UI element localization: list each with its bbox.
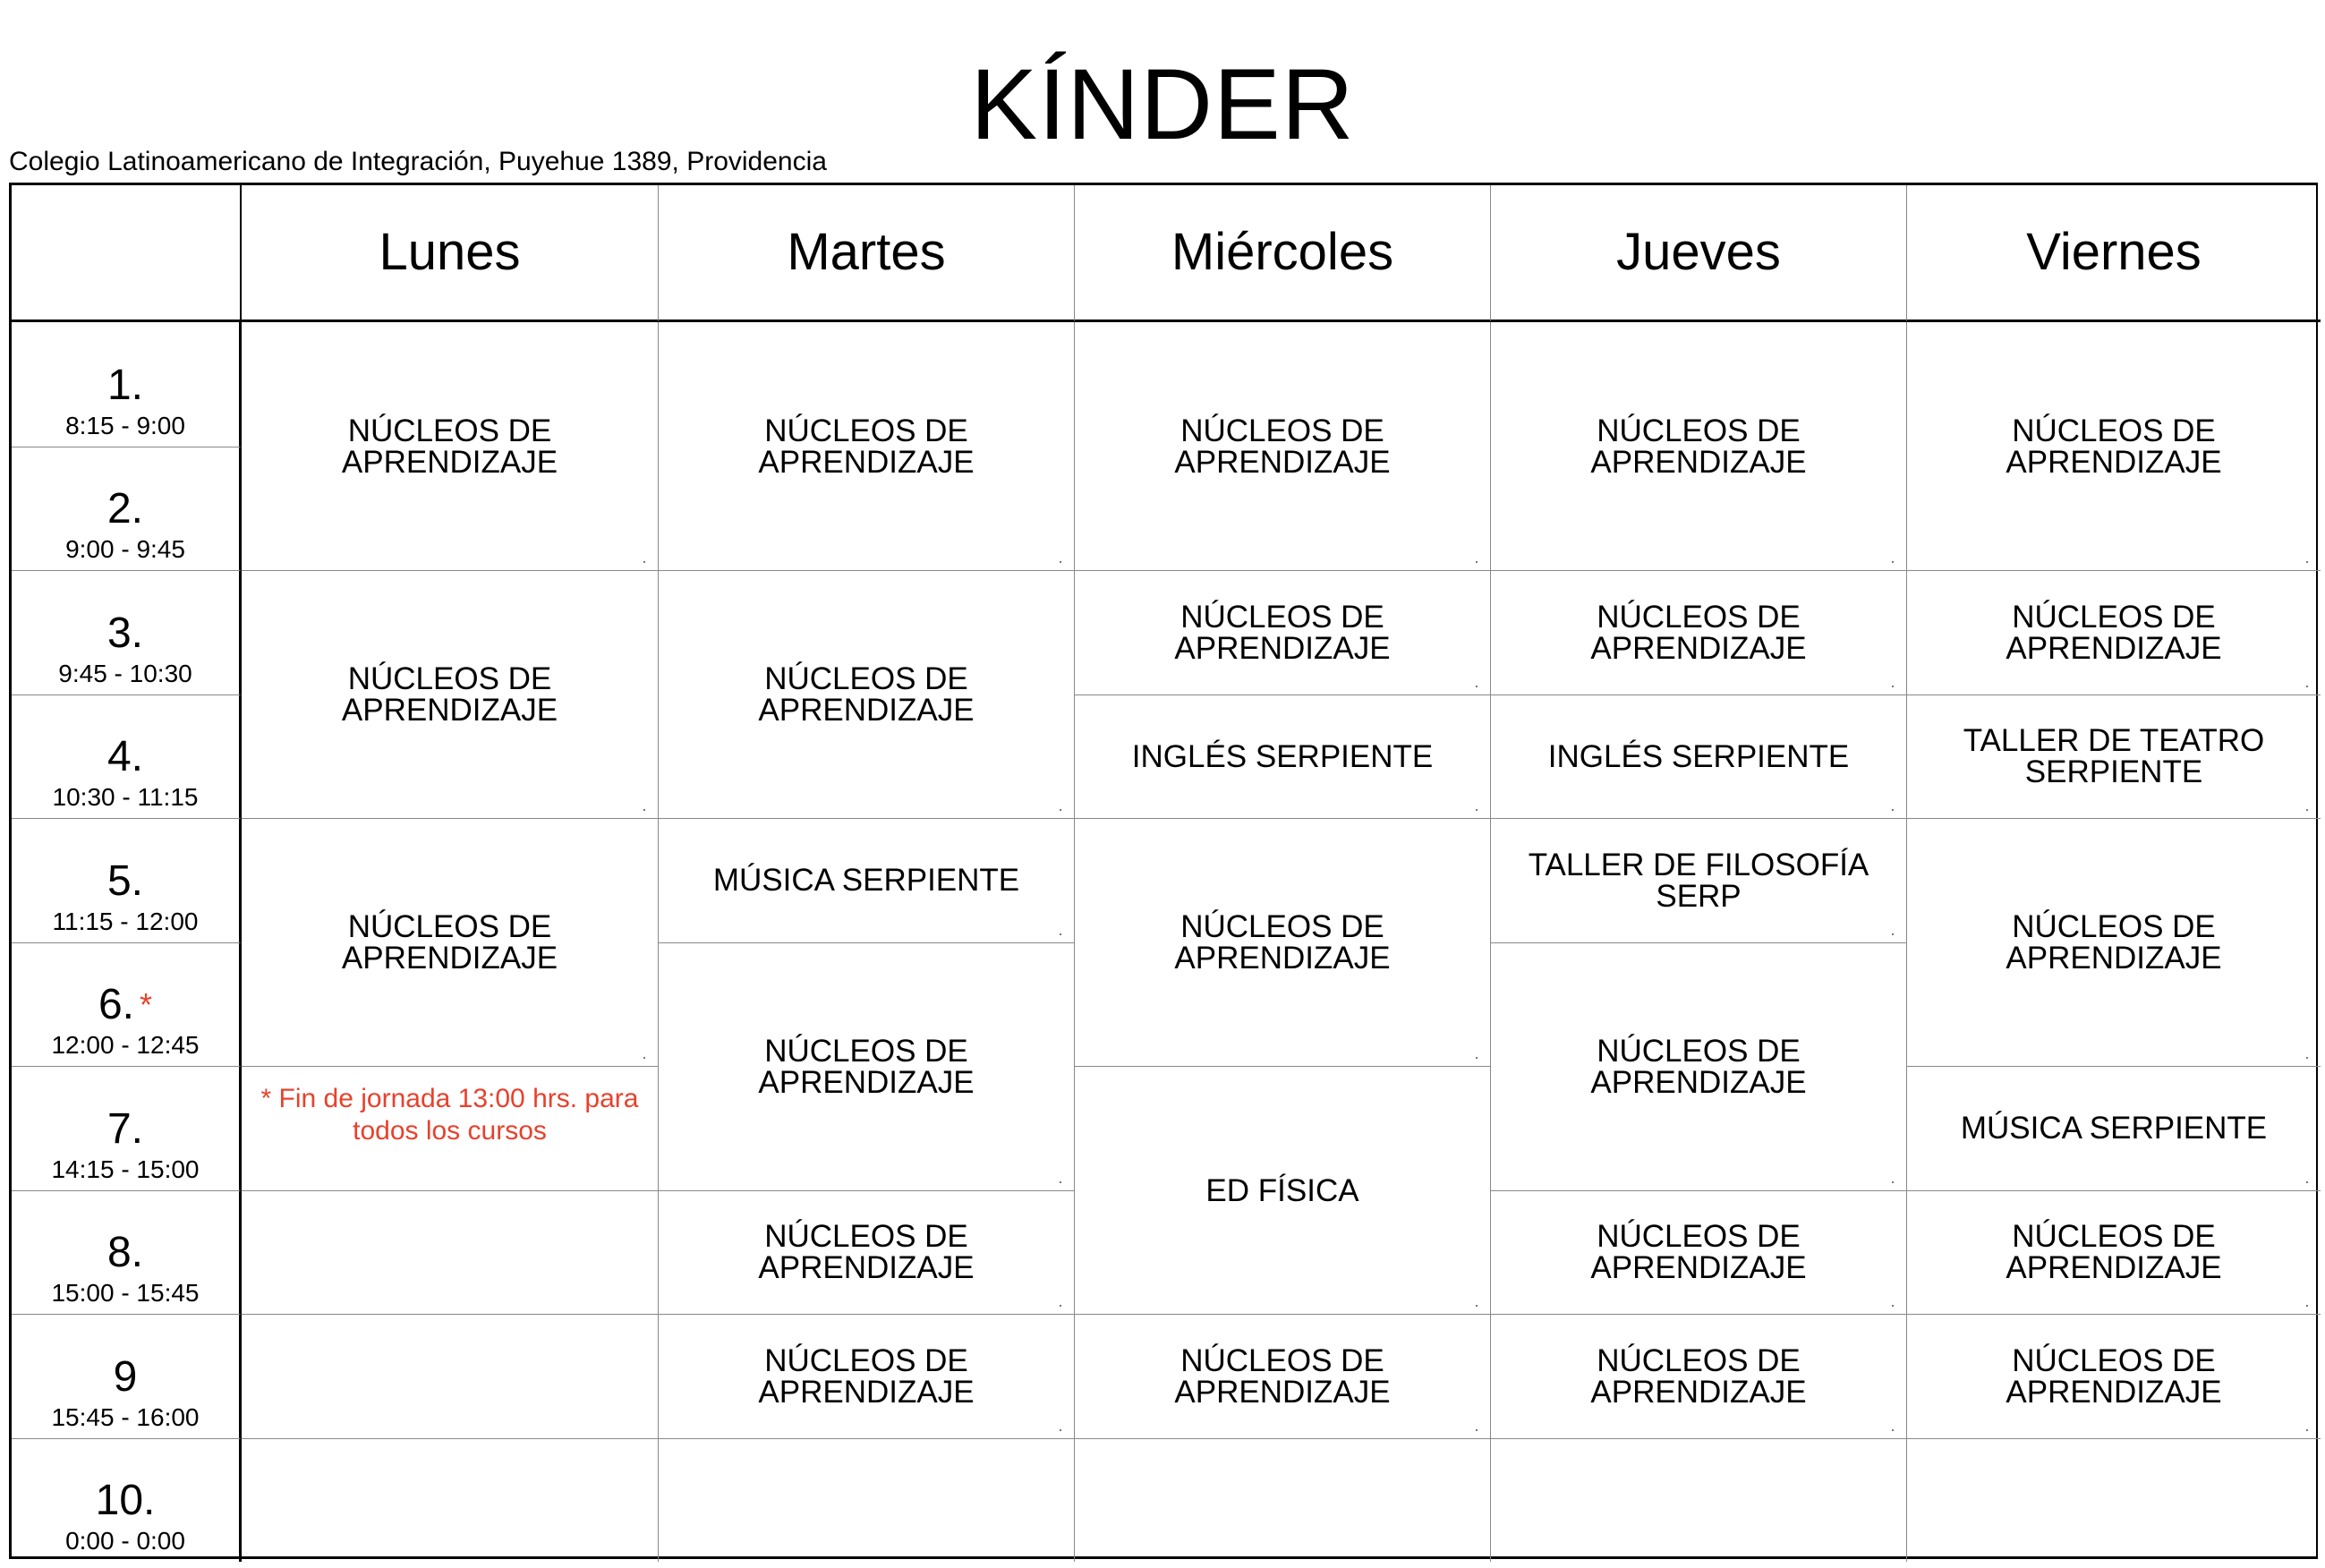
- class-block: [1490, 818, 1906, 942]
- period-5: [12, 818, 242, 942]
- class-block: [1490, 570, 1906, 695]
- corner-cell: [12, 185, 242, 322]
- class-label: NÚCLEOS DE APRENDIZAJE: [2006, 1219, 2222, 1286]
- empty-cell: [1906, 1438, 2321, 1563]
- class-block: [242, 322, 658, 570]
- period-1: [12, 322, 242, 447]
- class-block: [1074, 818, 1490, 1066]
- class-label: TALLER DE FILOSOFÍA SERP: [1528, 847, 1869, 914]
- day-header-viernes: Viernes: [1906, 185, 2321, 322]
- class-block: [658, 322, 1074, 570]
- class-label: NÚCLEOS DE APRENDIZAJE: [758, 1033, 975, 1100]
- class-label: NÚCLEOS DE APRENDIZAJE: [1590, 1033, 1807, 1100]
- class-block: [1906, 695, 2321, 819]
- period-number-row: [98, 980, 152, 1030]
- asterisk-mark: *: [140, 986, 153, 1023]
- class-label: NÚCLEOS DE APRENDIZAJE: [341, 413, 558, 480]
- period-number: 6.: [98, 981, 134, 1028]
- empty-cell: [1490, 1438, 1906, 1563]
- period-number: 3.: [106, 609, 144, 657]
- period-number: 5.: [106, 856, 144, 905]
- class-label: ED FÍSICA: [1205, 1172, 1359, 1208]
- class-block: [1074, 695, 1490, 819]
- empty-cell: [242, 1438, 658, 1563]
- class-label: NÚCLEOS DE APRENDIZAJE: [2006, 1342, 2222, 1410]
- class-block: [1490, 1314, 1906, 1438]
- period-time: 15:00 - 15:45: [51, 1279, 200, 1307]
- class-label: NÚCLEOS DE APRENDIZAJE: [1590, 599, 1807, 666]
- period-7: [12, 1066, 242, 1190]
- period-time: 15:45 - 16:00: [51, 1402, 200, 1431]
- period-9: [12, 1314, 242, 1438]
- class-block: [1490, 322, 1906, 570]
- class-block: [242, 570, 658, 818]
- period-number: 8.: [106, 1229, 144, 1276]
- empty-cell: [242, 1190, 658, 1315]
- period-number: 2.: [106, 485, 144, 533]
- school-address: Colegio Latinoamericano de Integración, Puyehue 1389, Providencia: [9, 147, 827, 176]
- class-label: NÚCLEOS DE APRENDIZAJE: [758, 413, 975, 480]
- class-block: [658, 942, 1074, 1190]
- period-number: 1.: [106, 361, 144, 409]
- class-block: [1074, 1314, 1490, 1438]
- period-time: 0:00 - 0:00: [65, 1527, 185, 1555]
- class-block: [1490, 942, 1906, 1190]
- day-header-lunes: Lunes: [242, 185, 658, 322]
- class-label: TALLER DE TEATRO SERPIENTE: [1963, 723, 2265, 790]
- day-header-martes: Martes: [658, 185, 1074, 322]
- period-8: [12, 1190, 242, 1315]
- class-block: [242, 818, 658, 1066]
- class-block: [1906, 322, 2321, 570]
- class-label: MÚSICA SERPIENTE: [1960, 1111, 2268, 1146]
- class-label: NÚCLEOS DE APRENDIZAJE: [1174, 413, 1391, 480]
- period-time: 10:30 - 11:15: [52, 783, 199, 811]
- class-block: [1074, 322, 1490, 570]
- empty-cell: [242, 1314, 658, 1438]
- class-label: NÚCLEOS DE APRENDIZAJE: [2006, 413, 2222, 480]
- class-block: [1906, 570, 2321, 695]
- period-time: 9:45 - 10:30: [58, 659, 192, 687]
- end-of-day-note: * Fin de jornada 13:00 hrs. para todos los cursos: [242, 1066, 658, 1190]
- class-label: NÚCLEOS DE APRENDIZAJE: [341, 909, 558, 976]
- class-block: [1490, 695, 1906, 819]
- page-title: KÍNDER: [970, 48, 1355, 160]
- class-label: NÚCLEOS DE APRENDIZAJE: [1590, 1342, 1807, 1410]
- class-label: NÚCLEOS DE APRENDIZAJE: [1590, 413, 1807, 480]
- day-header-miercoles: Miércoles: [1074, 185, 1490, 322]
- class-label: NÚCLEOS DE APRENDIZAJE: [341, 661, 558, 728]
- class-label: INGLÉS SERPIENTE: [1131, 738, 1434, 774]
- class-label: NÚCLEOS DE APRENDIZAJE: [1174, 599, 1391, 666]
- class-block: [1906, 1190, 2321, 1315]
- class-block: [1906, 1066, 2321, 1190]
- period-time: 12:00 - 12:45: [51, 1031, 200, 1059]
- period-6: [12, 942, 242, 1067]
- class-block: [1906, 1314, 2321, 1438]
- class-label: NÚCLEOS DE APRENDIZAJE: [758, 1219, 975, 1286]
- class-label: NÚCLEOS DE APRENDIZAJE: [1174, 909, 1391, 976]
- class-label: NÚCLEOS DE APRENDIZAJE: [758, 1342, 975, 1410]
- period-time: 11:15 - 12:00: [52, 907, 199, 935]
- period-3: [12, 570, 242, 695]
- schedule-table: [9, 183, 2318, 1559]
- period-time: 8:15 - 9:00: [65, 411, 185, 439]
- class-block: [1906, 818, 2321, 1066]
- class-label: MÚSICA SERPIENTE: [712, 863, 1020, 899]
- period-number: 10.: [95, 1477, 156, 1524]
- day-header-jueves: Jueves: [1490, 185, 1906, 322]
- class-label: NÚCLEOS DE APRENDIZAJE: [2006, 599, 2222, 666]
- class-label: INGLÉS SERPIENTE: [1547, 738, 1850, 774]
- class-label: NÚCLEOS DE APRENDIZAJE: [758, 661, 975, 728]
- class-label: NÚCLEOS DE APRENDIZAJE: [1174, 1342, 1391, 1410]
- class-block: [658, 818, 1074, 942]
- period-10: [12, 1438, 242, 1563]
- period-4: [12, 695, 242, 819]
- class-block: [1074, 1066, 1490, 1314]
- class-block: [658, 570, 1074, 818]
- period-time: 14:15 - 15:00: [51, 1155, 200, 1183]
- class-label: NÚCLEOS DE APRENDIZAJE: [1590, 1219, 1807, 1286]
- class-block: [658, 1190, 1074, 1315]
- period-time: 9:00 - 9:45: [65, 535, 185, 563]
- empty-cell: [1074, 1438, 1490, 1563]
- empty-cell: [658, 1438, 1074, 1563]
- class-block: [1074, 570, 1490, 695]
- period-2: [12, 447, 242, 571]
- period-number: 4.: [106, 733, 144, 780]
- period-number: 7.: [106, 1104, 144, 1153]
- class-block: [658, 1314, 1074, 1438]
- class-block: [1490, 1190, 1906, 1315]
- period-number: 9: [113, 1352, 138, 1401]
- class-label: NÚCLEOS DE APRENDIZAJE: [2006, 909, 2222, 976]
